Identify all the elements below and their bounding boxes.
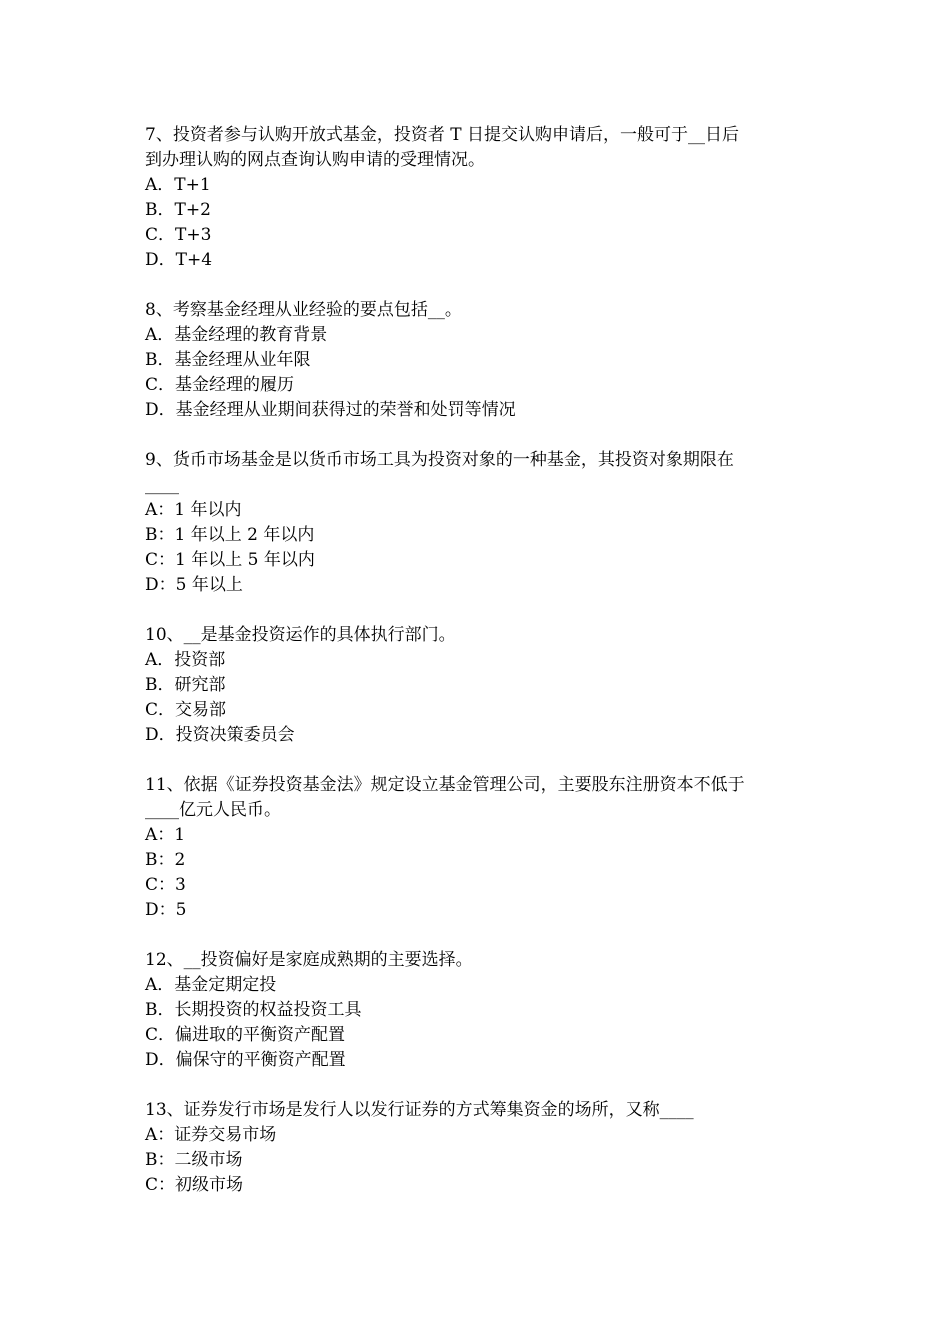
- question-text-line: 11、依据《证券投资基金法》规定设立基金管理公司，主要股东注册资本不低于: [145, 775, 745, 795]
- answer-option: C．偏进取的平衡资产配置: [145, 1025, 346, 1045]
- question-text-line: ____: [145, 475, 179, 495]
- answer-option: B：1 年以上 2 年以内: [145, 525, 315, 545]
- question-text-line: 12、__投资偏好是家庭成熟期的主要选择。: [145, 950, 473, 970]
- answer-option: D．基金经理从业期间获得过的荣誉和处罚等情况: [145, 400, 516, 420]
- question-block: [145, 448, 825, 598]
- answer-option: D．投资决策委员会: [145, 725, 295, 745]
- answer-option: A．基金经理的教育背景: [145, 325, 328, 345]
- answer-option: C．交易部: [145, 700, 227, 720]
- answer-option: D：5: [145, 900, 187, 920]
- question-block: [145, 948, 825, 1073]
- answer-option: D．偏保守的平衡资产配置: [145, 1050, 346, 1070]
- question-block: [145, 773, 825, 923]
- answer-option: A．基金定期定投: [145, 975, 277, 995]
- answer-option: C．基金经理的履历: [145, 375, 295, 395]
- answer-option: C：3: [145, 875, 186, 895]
- answer-option: B：2: [145, 850, 186, 870]
- answer-option: A：证券交易市场: [145, 1125, 277, 1145]
- answer-option: C．T+3: [145, 225, 212, 245]
- answer-option: C：初级市场: [145, 1175, 244, 1195]
- question-block: [145, 123, 825, 273]
- answer-option: C：1 年以上 5 年以内: [145, 550, 315, 570]
- question-text-line: 9、货币市场基金是以货币市场工具为投资对象的一种基金，其投资对象期限在: [145, 450, 734, 470]
- answer-option: B．T+2: [145, 200, 211, 220]
- question-text-line: 8、考察基金经理从业经验的要点包括__。: [145, 300, 462, 320]
- question-text-line: 13、证券发行市场是发行人以发行证券的方式筹集资金的场所，又称____: [145, 1100, 694, 1120]
- question-text-line: 7、投资者参与认购开放式基金，投资者 T 日提交认购申请后，一般可于__日后: [145, 125, 739, 145]
- question-block: [145, 298, 825, 423]
- answer-option: D．T+4: [145, 250, 213, 270]
- answer-option: B：二级市场: [145, 1150, 243, 1170]
- document-page: [145, 123, 825, 1223]
- answer-option: A．投资部: [145, 650, 226, 670]
- question-text-line: 到办理认购的网点查询认购申请的受理情况。: [145, 150, 485, 170]
- answer-option: A．T+1: [145, 175, 211, 195]
- answer-option: A：1: [145, 825, 186, 845]
- answer-option: B．基金经理从业年限: [145, 350, 311, 370]
- question-block: [145, 623, 825, 748]
- answer-option: B．长期投资的权益投资工具: [145, 1000, 362, 1020]
- answer-option: D：5 年以上: [145, 575, 243, 595]
- question-text-line: 10、__是基金投资运作的具体执行部门。: [145, 625, 456, 645]
- question-text-line: ____亿元人民币。: [145, 800, 281, 820]
- answer-option: B．研究部: [145, 675, 226, 695]
- answer-option: A：1 年以内: [145, 500, 242, 520]
- question-block: [145, 1098, 825, 1198]
